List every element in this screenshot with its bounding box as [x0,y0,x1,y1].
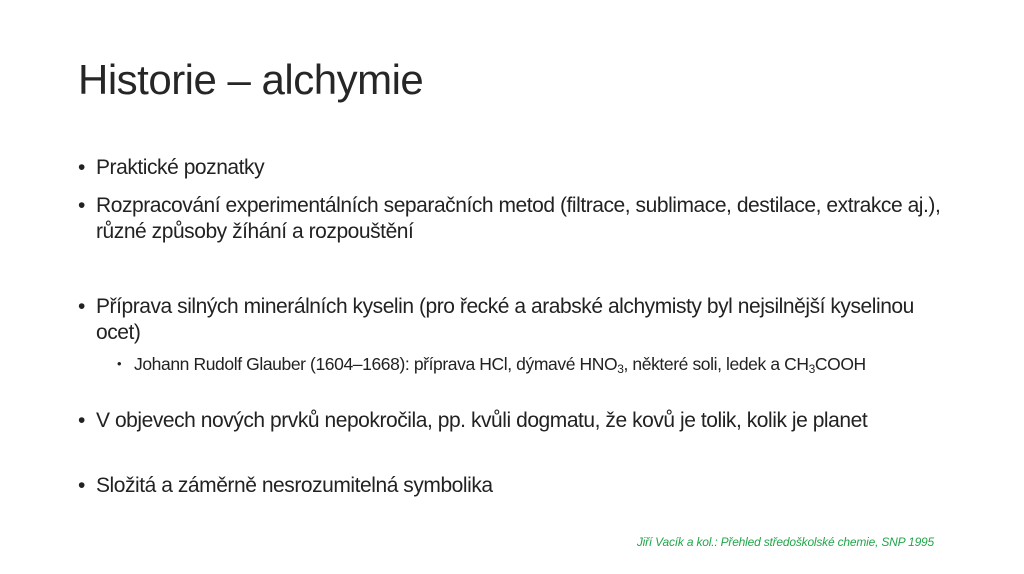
sub-text: COOH [814,354,866,374]
sub-text: Johann Rudolf Glauber (1604–1668): příprava HCl, dýmavé HNO [134,354,618,374]
subscript: 3 [617,362,624,376]
bullet-item: • Rozpracování experimentálních separačních metod (filtrace, sublimace, destilace, extrakce aj.), různé způsoby žíhání a rozpouštění [96,193,946,245]
bullet-item: • Praktické poznatky [96,155,946,181]
bullet-item: • Složitá a záměrně nesrozumitelná symbolika [96,473,946,499]
slide-title: Historie – alchymie [78,56,424,103]
bullet-item: • Příprava silných minerálních kyselin (pro řecké a arabské alchymisty byl nejsilnější kyselinou ocet) [96,294,946,346]
sub-bullet-item [134,353,954,375]
citation: Jiří Vacík a kol.: Přehled středoškolské chemie, SNP 1995 [636,535,934,549]
bullet-item: • V objevech nových prvků nepokročila, pp. kvůli dogmatu, že kovů je tolik, kolik je planet [96,408,946,434]
subscript: 3 [808,362,815,376]
sub-text: , některé soli, ledek a CH [623,354,809,374]
